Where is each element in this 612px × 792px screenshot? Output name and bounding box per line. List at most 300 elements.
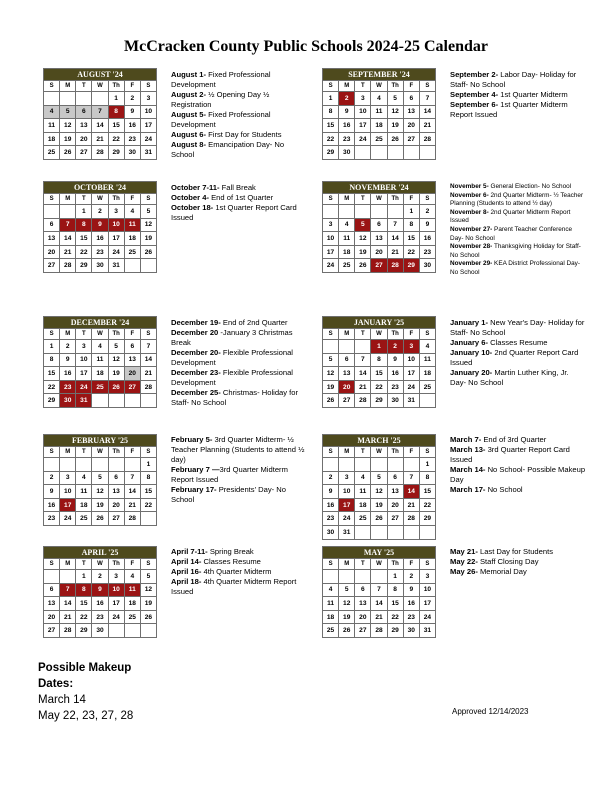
note-text: End of 1st Quarter [208,193,274,202]
note-item [171,557,307,567]
day-cell: 22 [140,498,156,512]
day-cell: 9 [92,218,108,232]
month-notes [171,70,307,160]
note-item [450,318,586,338]
day-cell: 17 [355,119,371,133]
day-cell: 4 [323,583,339,597]
day-cell: 10 [108,218,124,232]
day-cell: 20 [339,380,355,394]
day-cell: 22 [44,380,60,394]
day-cell: 2 [44,471,60,485]
day-cell: 29 [44,394,60,408]
day-cell: 20 [403,119,419,133]
note-item [171,348,307,368]
day-cell: 23 [92,245,108,259]
day-cell: 18 [124,597,140,611]
note-item [171,368,307,388]
day-cell: 4 [339,218,355,232]
day-cell: 14 [371,597,387,611]
day-cell: 11 [124,583,140,597]
weekday-label: M [60,81,76,92]
weekday-label: F [124,194,140,205]
day-cell: 27 [76,146,92,160]
month-calendar [43,316,157,408]
weekday-label: T [76,194,92,205]
day-cell: 17 [108,232,124,246]
note-item [450,567,586,577]
day-cell [371,205,387,219]
note-item [171,328,307,348]
day-cell: 3 [419,570,435,584]
note-item [450,435,586,445]
weekday-label: F [403,447,419,458]
day-cell [124,624,140,638]
day-cell: 16 [387,367,403,381]
day-cell: 7 [140,340,156,354]
note-text: 2nd Quarter Midterm Report Issued [450,208,571,225]
day-cell: 21 [60,245,76,259]
note-text: Last Day for Students [477,547,553,556]
day-cell: 15 [419,485,435,499]
day-cell: 28 [355,394,371,408]
weekday-label: Th [108,81,124,92]
day-cell: 30 [339,146,355,160]
day-cell: 21 [403,498,419,512]
day-cell: 12 [92,485,108,499]
day-cell: 13 [339,367,355,381]
day-cell: 19 [339,610,355,624]
weekday-label: S [323,329,339,340]
weekday-label: S [419,559,435,570]
note-text: Spring Break [207,547,254,556]
day-cell [140,394,156,408]
day-cell: 29 [387,624,403,638]
day-cell: 3 [355,92,371,106]
month-notes [450,70,586,120]
day-cell: 9 [323,485,339,499]
day-cell: 16 [60,367,76,381]
day-cell: 21 [92,132,108,146]
day-cell: 5 [140,205,156,219]
day-cell: 31 [140,146,156,160]
day-cell: 23 [44,512,60,526]
day-cell: 29 [108,146,124,160]
weekday-label: Th [387,329,403,340]
day-cell: 8 [403,218,419,232]
day-cell: 24 [323,259,339,273]
weekday-label: W [371,81,387,92]
day-cell: 28 [124,512,140,526]
day-cell: 4 [76,471,92,485]
note-text: Memorial Day [477,567,527,576]
day-cell: 1 [140,458,156,472]
approved-date: Approved 12/14/2023 [452,707,529,716]
day-cell: 30 [92,259,108,273]
weekday-label: S [419,81,435,92]
note-text: End of 2nd Quarter [220,318,288,327]
day-cell: 31 [76,394,92,408]
weekday-label: M [339,81,355,92]
day-cell: 27 [108,512,124,526]
day-cell: 30 [60,394,76,408]
day-cell: 27 [44,259,60,273]
weekday-label: S [140,194,156,205]
day-cell: 22 [403,245,419,259]
note-date: March 7- [450,435,482,444]
day-cell [403,525,419,539]
day-cell: 13 [371,232,387,246]
day-cell [323,340,339,354]
note-text: Classes Resume [201,557,261,566]
note-text: First Day for Students [206,130,282,139]
day-cell: 12 [387,105,403,119]
day-cell: 17 [419,597,435,611]
day-cell: 19 [108,367,124,381]
note-item [450,243,586,260]
day-cell: 20 [124,367,140,381]
month-notes [171,318,307,412]
weekday-label: T [76,447,92,458]
note-item [450,445,586,465]
day-cell: 23 [92,610,108,624]
note-item [450,368,586,388]
note-text: Parent Teacher Conference Day- No School [450,225,573,242]
note-text: Labor Day- Holiday for Staff- No School [450,70,577,89]
day-cell: 11 [44,119,60,133]
note-text: 1st Quarter Report Card Issued [171,203,297,222]
day-cell: 4 [419,340,435,354]
day-cell: 1 [44,340,60,354]
weekday-label: Th [387,559,403,570]
day-cell [355,205,371,219]
day-cell: 3 [323,218,339,232]
day-cell: 4 [371,92,387,106]
day-cell: 28 [60,624,76,638]
note-item [450,260,586,277]
note-item [171,203,307,223]
day-cell: 10 [108,583,124,597]
note-date: January 20- [450,368,493,377]
day-cell: 1 [403,205,419,219]
note-text: Flexible Professional Development [171,368,293,387]
note-item [450,183,586,192]
month-calendar [322,68,436,160]
day-cell [403,458,419,472]
month-name: FEBRUARY '25 [44,435,157,447]
day-cell: 25 [92,380,108,394]
day-cell: 14 [403,485,419,499]
day-cell [371,146,387,160]
note-text: No School- Possible Makeup Day [450,465,586,484]
day-cell: 4 [355,471,371,485]
day-cell: 5 [371,471,387,485]
day-cell: 14 [419,105,435,119]
month-notes [171,183,307,223]
note-text: Presidents' Day- No School [171,485,286,504]
note-text: 4th Quarter Midterm [201,567,272,576]
note-date: February 7 — [171,465,220,474]
month-name: NOVEMBER '24 [323,182,436,194]
day-cell: 8 [76,583,92,597]
weekday-label: S [44,194,60,205]
weekday-label: Th [387,194,403,205]
weekday-label: W [92,447,108,458]
day-cell [339,205,355,219]
day-cell: 6 [124,340,140,354]
weekday-label: S [323,194,339,205]
day-cell: 22 [76,245,92,259]
day-cell: 26 [92,512,108,526]
day-cell: 10 [355,105,371,119]
day-cell: 28 [371,624,387,638]
day-cell: 4 [44,105,60,119]
day-cell: 26 [323,394,339,408]
day-cell: 25 [419,380,435,394]
weekday-label: M [339,447,355,458]
month-name: SEPTEMBER '24 [323,69,436,81]
weekday-label: Th [108,329,124,340]
day-cell: 29 [76,624,92,638]
day-cell: 13 [108,485,124,499]
day-cell [124,259,140,273]
month-calendar [322,316,436,408]
day-cell: 20 [76,132,92,146]
day-cell: 20 [44,245,60,259]
day-cell: 22 [76,610,92,624]
day-cell [403,146,419,160]
day-cell: 15 [371,367,387,381]
day-cell: 6 [44,583,60,597]
day-cell: 23 [339,132,355,146]
day-cell [60,458,76,472]
day-cell: 22 [323,132,339,146]
note-item [171,90,307,110]
weekday-label: W [371,559,387,570]
month-calendar [43,68,157,160]
day-cell [44,92,60,106]
note-item [171,318,307,328]
note-date: March 17- [450,485,486,494]
day-cell: 28 [60,259,76,273]
note-item [171,465,307,485]
month-name: DECEMBER '24 [44,317,157,329]
weekday-label: W [92,194,108,205]
note-text: 2nd Quarter Midterm- ½ Teacher Planning (Students to attend ½ day) [450,191,584,208]
day-cell: 4 [92,340,108,354]
day-cell: 3 [108,205,124,219]
day-cell [44,205,60,219]
note-text: Fixed Professional Development [171,70,271,89]
day-cell [419,146,435,160]
weekday-label: M [60,329,76,340]
note-date: November 5- [450,183,489,190]
month-calendar [43,434,157,526]
day-cell [60,92,76,106]
weekday-label: T [355,81,371,92]
day-cell [419,394,435,408]
note-text: 3rd Quarter Report Card Issued [450,445,570,464]
day-cell: 31 [339,525,355,539]
weekday-label: S [419,447,435,458]
note-item [450,348,586,368]
note-date: May 22- [450,557,478,566]
month-calendar [322,546,436,638]
note-text: 1st Quarter Midterm [498,90,568,99]
day-cell: 28 [403,512,419,526]
note-item [450,70,586,90]
day-cell [339,340,355,354]
day-cell: 24 [108,245,124,259]
weekday-label: T [76,81,92,92]
note-item [171,110,307,130]
weekday-label: Th [108,559,124,570]
note-text: Fixed Professional Development [171,110,271,129]
note-text: Staff Closing Day [477,557,539,566]
day-cell: 28 [140,380,156,394]
weekday-label: S [419,194,435,205]
day-cell [355,458,371,472]
day-cell: 8 [108,105,124,119]
month-calendar [43,546,157,638]
weekday-label: S [44,329,60,340]
note-item [171,140,307,160]
note-item [171,485,307,505]
day-cell: 10 [60,485,76,499]
day-cell: 21 [124,498,140,512]
weekday-label: S [140,559,156,570]
note-date: January 1- [450,318,488,327]
day-cell [108,458,124,472]
day-cell: 30 [124,146,140,160]
note-item [450,192,586,209]
day-cell: 7 [92,105,108,119]
month-notes [171,435,307,505]
day-cell: 24 [60,512,76,526]
weekday-label: S [140,81,156,92]
day-cell: 3 [403,340,419,354]
day-cell: 31 [419,624,435,638]
day-cell: 2 [60,340,76,354]
note-date: August 6- [171,130,207,139]
day-cell: 17 [60,498,76,512]
day-cell: 7 [419,92,435,106]
day-cell: 30 [92,624,108,638]
day-cell: 17 [140,119,156,133]
day-cell: 16 [323,498,339,512]
day-cell: 25 [339,259,355,273]
day-cell: 14 [60,232,76,246]
day-cell [339,458,355,472]
day-cell: 29 [323,146,339,160]
month-name: MAY '25 [323,547,436,559]
note-date: November 29- [450,260,493,268]
day-cell: 25 [355,512,371,526]
day-cell: 8 [323,105,339,119]
note-item [450,465,586,485]
day-cell: 11 [419,353,435,367]
day-cell: 12 [60,119,76,133]
day-cell [323,570,339,584]
day-cell: 1 [76,570,92,584]
day-cell: 26 [140,610,156,624]
note-text: End of 3rd Quarter [481,435,547,444]
day-cell [44,458,60,472]
day-cell: 25 [44,146,60,160]
page-title: McCracken County Public Schools 2024-25 Calendar [124,38,488,55]
day-cell [92,394,108,408]
day-cell: 26 [371,512,387,526]
day-cell [124,458,140,472]
day-cell: 19 [323,380,339,394]
day-cell: 18 [323,610,339,624]
weekday-label: F [124,447,140,458]
day-cell: 18 [419,367,435,381]
note-item [171,577,307,597]
note-date: November 6- [450,191,489,199]
day-cell: 16 [403,597,419,611]
note-item [450,226,586,243]
day-cell: 7 [60,583,76,597]
day-cell: 28 [387,259,403,273]
weekday-label: M [339,559,355,570]
note-date: August 8- [171,140,207,149]
day-cell: 26 [60,146,76,160]
weekday-label: W [371,447,387,458]
note-date: May 21- [450,547,478,556]
day-cell: 19 [140,232,156,246]
day-cell: 1 [371,340,387,354]
day-cell: 21 [140,367,156,381]
day-cell: 2 [92,570,108,584]
day-cell: 27 [339,394,355,408]
day-cell: 10 [140,105,156,119]
day-cell: 18 [44,132,60,146]
weekday-label: W [371,329,387,340]
day-cell: 27 [355,624,371,638]
month-calendar [322,181,436,273]
day-cell: 24 [108,610,124,624]
day-cell: 1 [76,205,92,219]
note-date: October 7-11- [171,183,220,192]
day-cell: 15 [323,119,339,133]
note-date: December 25- [171,388,221,397]
day-cell: 5 [339,583,355,597]
weekday-label: F [124,559,140,570]
day-cell: 9 [339,105,355,119]
note-item [450,100,586,120]
day-cell: 24 [355,132,371,146]
day-cell: 9 [60,353,76,367]
weekday-label: M [60,447,76,458]
day-cell: 7 [387,218,403,232]
weekday-label: S [44,81,60,92]
weekday-label: S [140,447,156,458]
day-cell: 22 [419,498,435,512]
day-cell: 24 [419,610,435,624]
day-cell: 27 [403,132,419,146]
day-cell: 2 [124,92,140,106]
day-cell: 4 [124,205,140,219]
weekday-label: S [44,559,60,570]
day-cell: 29 [403,259,419,273]
day-cell: 2 [403,570,419,584]
note-text: -January 3 Christmas Break [171,328,293,347]
day-cell: 14 [92,119,108,133]
day-cell: 10 [76,353,92,367]
day-cell: 6 [339,353,355,367]
day-cell: 25 [124,245,140,259]
note-text: No School [485,485,523,494]
